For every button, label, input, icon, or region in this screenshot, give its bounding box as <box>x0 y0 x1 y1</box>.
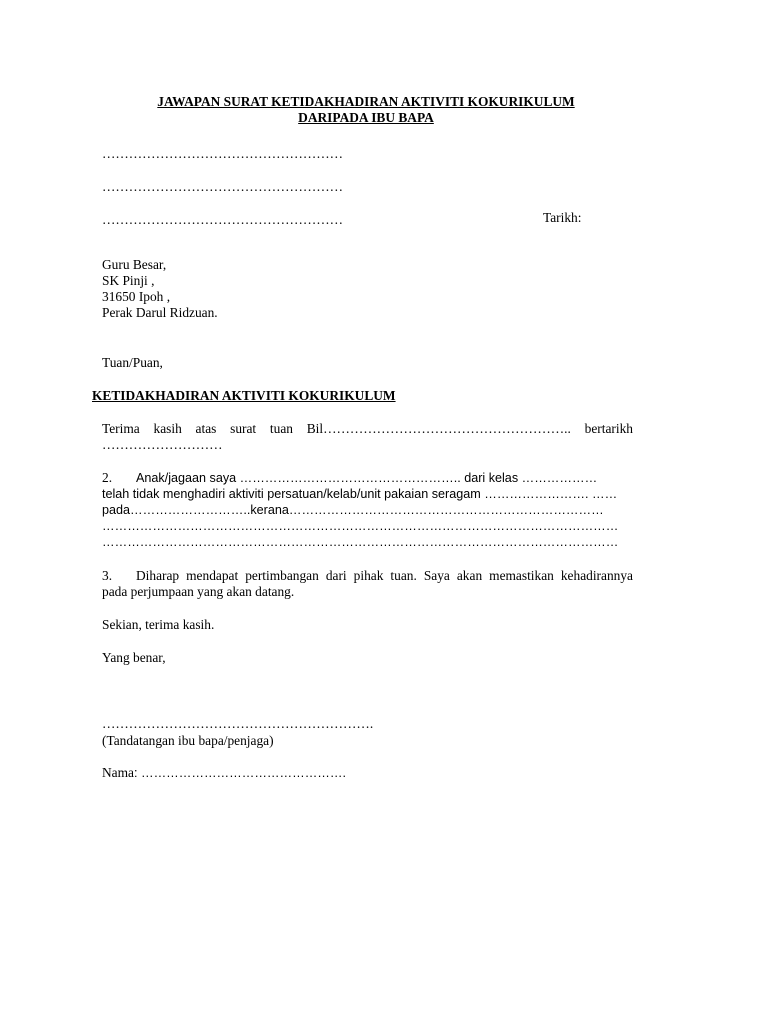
para2-line-5: …………………………………………………………………………………………………………… <box>102 535 619 549</box>
para1-word: bertarikh <box>584 421 633 436</box>
subject-heading: KETIDAKHADIRAN AKTIVITI KOKURIKULUM <box>92 388 396 403</box>
para1-word: surat <box>230 421 257 436</box>
para1-word: Terima <box>102 421 140 436</box>
para2-line-2: telah tidak menghadiri aktiviti persatuan/kelab/unit pakaian seragam ……………………. …… <box>102 487 618 501</box>
para3-number: 3. <box>102 568 113 583</box>
signature-line: ……………………………………………………. <box>102 716 374 731</box>
sender-address-line-2: ……………………………………………… <box>102 179 344 194</box>
recipient-line-3: 31650 Ipoh , <box>102 289 171 304</box>
para3-line-2: pada perjumpaan yang akan datang. <box>102 584 295 599</box>
para1-word: Bil……………………………………………….. <box>306 421 571 436</box>
sender-address-line-1: ……………………………………………… <box>102 146 344 161</box>
recipient-line-4: Perak Darul Ridzuan. <box>102 305 218 320</box>
date-label: Tarikh: <box>543 210 582 225</box>
para1-word: kasih <box>153 421 182 436</box>
name-row <box>102 765 346 781</box>
signature-label: (Tandatangan ibu bapa/penjaga) <box>102 733 274 748</box>
para2-line-1: Anak/jagaan saya …………………………………………….. dari kelas ……………… <box>136 471 598 485</box>
para1-word: tuan <box>269 421 293 436</box>
para2-number: 2. <box>102 470 113 485</box>
closing-yours: Yang benar, <box>102 650 166 665</box>
recipient-line-1: Guru Besar, <box>102 257 167 272</box>
para2-line-4: …………………………………………………………………………………………………………… <box>102 519 619 533</box>
para1-line-1 <box>102 421 633 437</box>
para2-line-3: pada………………………..kerana………………………………………………………………… <box>102 503 604 517</box>
para1-word: atas <box>195 421 217 436</box>
salutation: Tuan/Puan, <box>102 355 163 370</box>
para3-line-1: Diharap mendapat pertimbangan dari pihak tuan. Saya akan memastikan kehadirannya <box>136 568 633 583</box>
name-label: Nama <box>102 765 134 780</box>
title-line-1: JAWAPAN SURAT KETIDAKHADIRAN AKTIVITI KOKURIKULUM <box>157 94 575 109</box>
closing-thanks: Sekian, terima kasih. <box>102 617 215 632</box>
recipient-line-2: SK Pinji , <box>102 273 155 288</box>
title-line-2: DARIPADA IBU BAPA <box>298 110 434 125</box>
name-line: : …………………………………………. <box>133 766 346 780</box>
para1-line-2: ……………………… <box>102 437 223 452</box>
sender-address-line-3: ……………………………………………… <box>102 212 344 227</box>
